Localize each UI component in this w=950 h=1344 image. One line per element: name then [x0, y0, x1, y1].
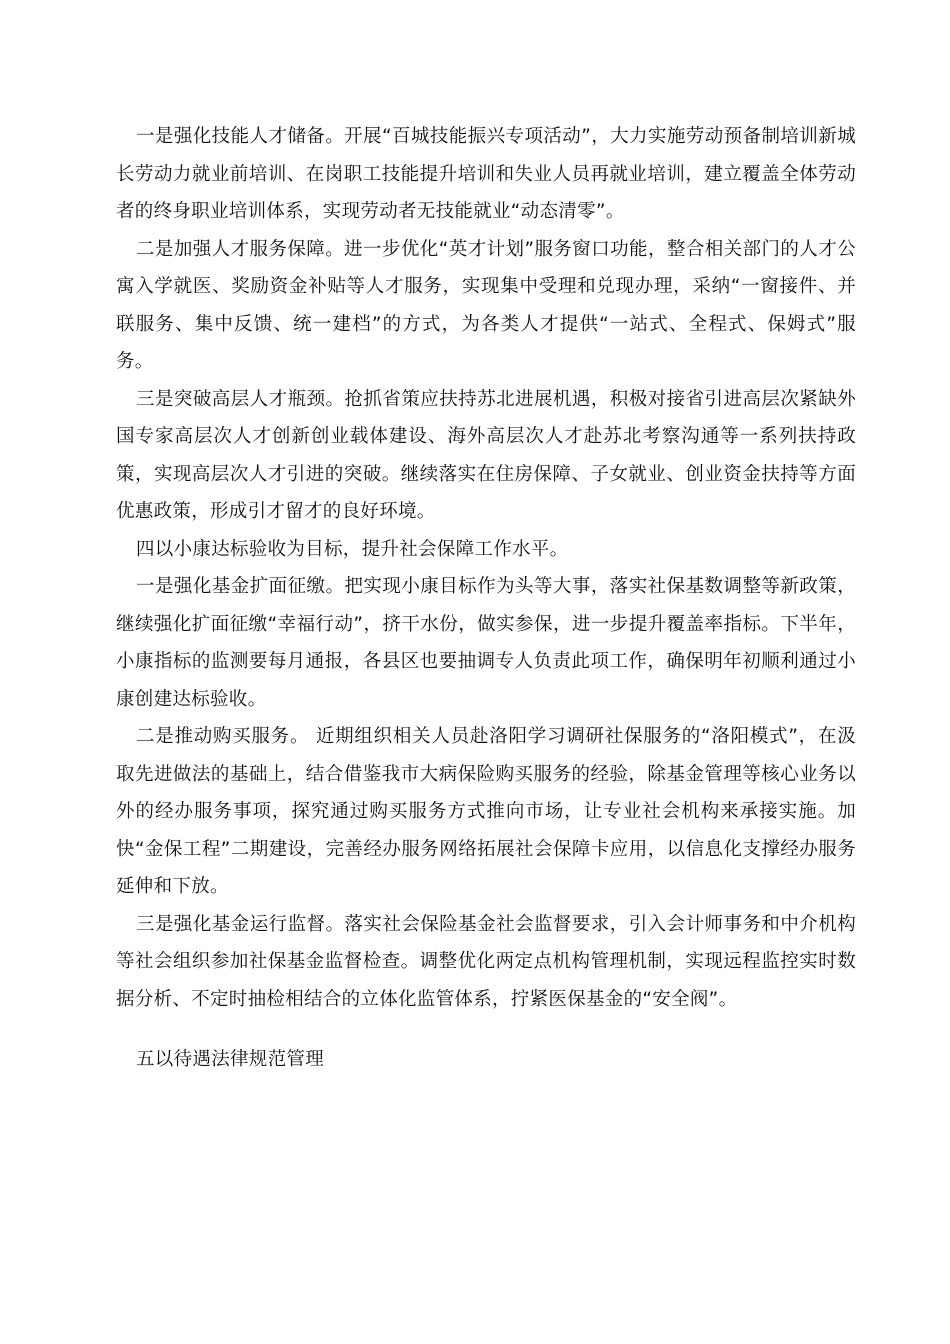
section-heading-social-security: 四以小康达标验收为目标，提升社会保障工作水平。 [136, 538, 569, 560]
document-body [116, 118, 856, 1079]
section-spacer [116, 1018, 856, 1041]
paragraph-fund-collection: 一是强化基金扩面征缴。把实现小康目标作为头等大事，落实社保基数调整等新政策，继续强化扩面征缴“幸福行动”，挤干水份，做实参保，进一步提升覆盖率指标。下半年，小康指标的监测要每月通报，各县区也要抽调专人负责此项工作，确保明年初顺利通过小康创建达标验收。 [116, 576, 856, 710]
paragraph-fund-supervision: 三是强化基金运行监督。落实社会保险基金社会监督要求，引入会计师事务和中介机构等社会组织参加社保基金监督检查。调整优化两定点机构管理机制，实现远程监控实时数据分析、不定时抽检相结合的立体化监管体系，拧紧医保基金的“安全阀”。 [116, 913, 856, 1010]
paragraph-purchase-service: 二是推动购买服务。 近期组织相关人员赴洛阳学习调研社保服务的“洛阳模式”，在汲取先进做法的基础上，结合借鉴我市大病保险购买服务的经验，除基金管理等核心业务以外的经办服务事项，探究通过购买服务方式推向市场，让专业社会机构来承接实施。加快“金保工程”二期建设，完善经办服务网络拓展社会保障卡应用，以信息化支撑经办服务延伸和下放。 [116, 726, 856, 897]
section-heading-treatment-law: 五以待遇法律规范管理 [136, 1049, 325, 1070]
paragraph-talent-service: 二是加强人才服务保障。进一步优化“英才计划”服务窗口功能，整合相关部门的人才公寓入学就医、奖励资金补贴等人才服务，实现集中受理和兑现办理，采纳“一窗接件、并联服务、集中反馈、统一建档”的方式，为各类人才提供“一站式、全程式、保姆式”服务。 [116, 238, 856, 372]
paragraph-high-level-talent: 三是突破高层人才瓶颈。抢抓省策应扶持苏北进展机遇，积极对接省引进高层次紧缺外国专家高层次人才创新创业载体建设、海外高层次人才赴苏北考察沟通等一系列扶持政策，实现高层次人才引进的突破。继续落实在住房保障、子女就业、创业资金扶持等方面优惠政策，形成引才留才的良好环境。 [116, 388, 856, 522]
paragraph-talent-skill-reserve: 一是强化技能人才储备。开展“百城技能振兴专项活动”，大力实施劳动预备制培训新城长劳动力就业前培训、在岗职工技能提升培训和失业人员再就业培训，建立覆盖全体劳动者的终身职业培训体系，实现劳动者无技能就业“动态清零”。 [116, 126, 856, 222]
